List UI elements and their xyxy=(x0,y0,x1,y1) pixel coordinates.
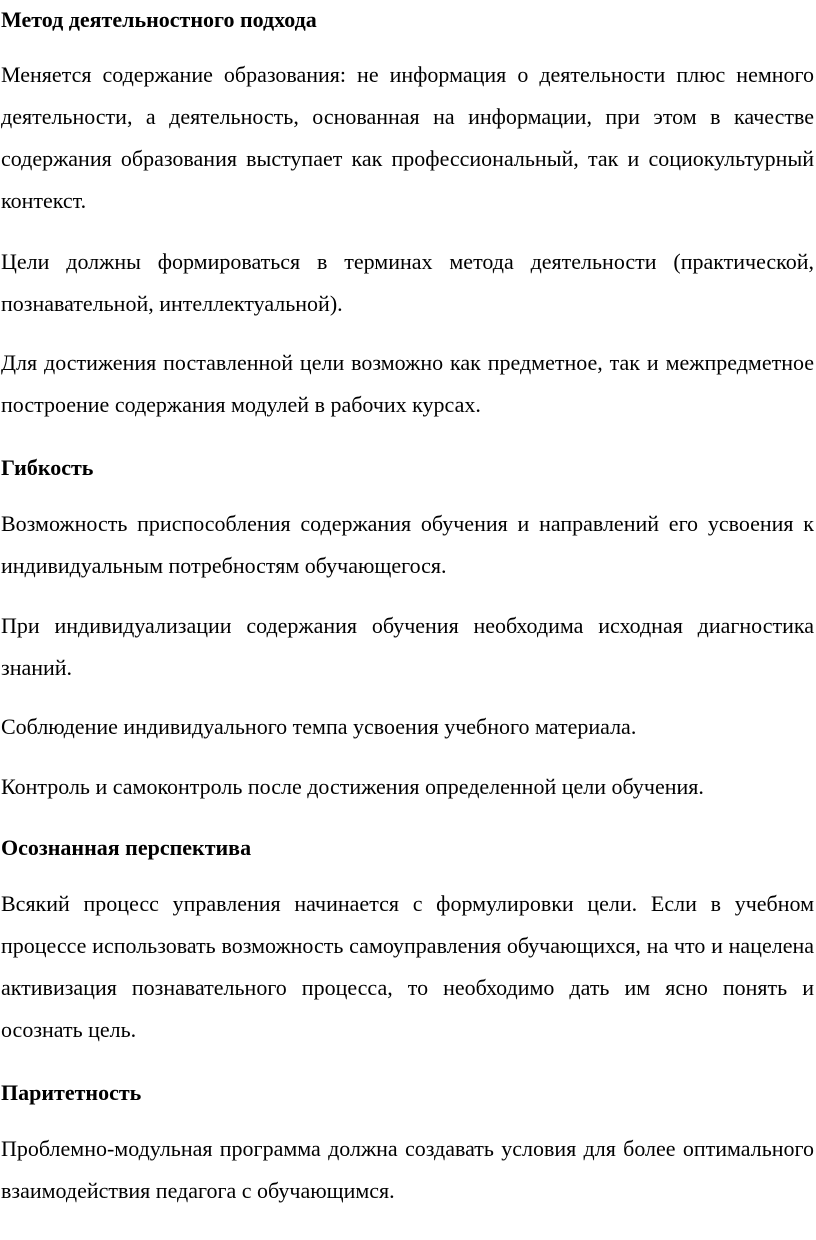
section-heading: Паритетность xyxy=(1,1080,142,1105)
paragraph: Для достижения поставленной цели возможно как предметное, так и межпредметное построение содержания модулей в рабочих курсах. xyxy=(1,350,814,417)
paragraph: Меняется содержание образования: не информация о деятельности плюс немного деятельности, а деятельность, основанная на информации, при этом в качестве содержания образования выступает как профессиональный, так и социокультурный контекст. xyxy=(1,62,814,213)
paragraph: При индивидуализации содержания обучения необходима исходная диагностика знаний. xyxy=(1,613,814,680)
paragraph: Контроль и самоконтроль после достижения определенной цели обучения. xyxy=(1,774,704,799)
paragraph: Цели должны формироваться в терминах метода деятельности (практической, познавательной, интеллектуальной). xyxy=(1,249,814,316)
section-heading: Осознанная перспектива xyxy=(1,835,252,860)
paragraph: Проблемно-модульная программа должна создавать условия для более оптимального взаимодействия педагога с обучающимся. xyxy=(1,1136,814,1203)
paragraph: Всякий процесс управления начинается с формулировки цели. Если в учебном процессе использовать возможность самоуправления обучающихся, на что и нацелена активизация познавательного процесса, то необходимо дать им ясно понять и осознать цель. xyxy=(1,891,814,1042)
section-heading: Гибкость xyxy=(1,455,94,480)
paragraph: Возможность приспособления содержания обучения и направлений его усвоения к индивидуальным потребностям обучающегося. xyxy=(1,511,814,578)
paragraph: Соблюдение индивидуального темпа усвоения учебного материала. xyxy=(1,714,637,739)
section-heading: Метод деятельностного подхода xyxy=(1,7,317,32)
